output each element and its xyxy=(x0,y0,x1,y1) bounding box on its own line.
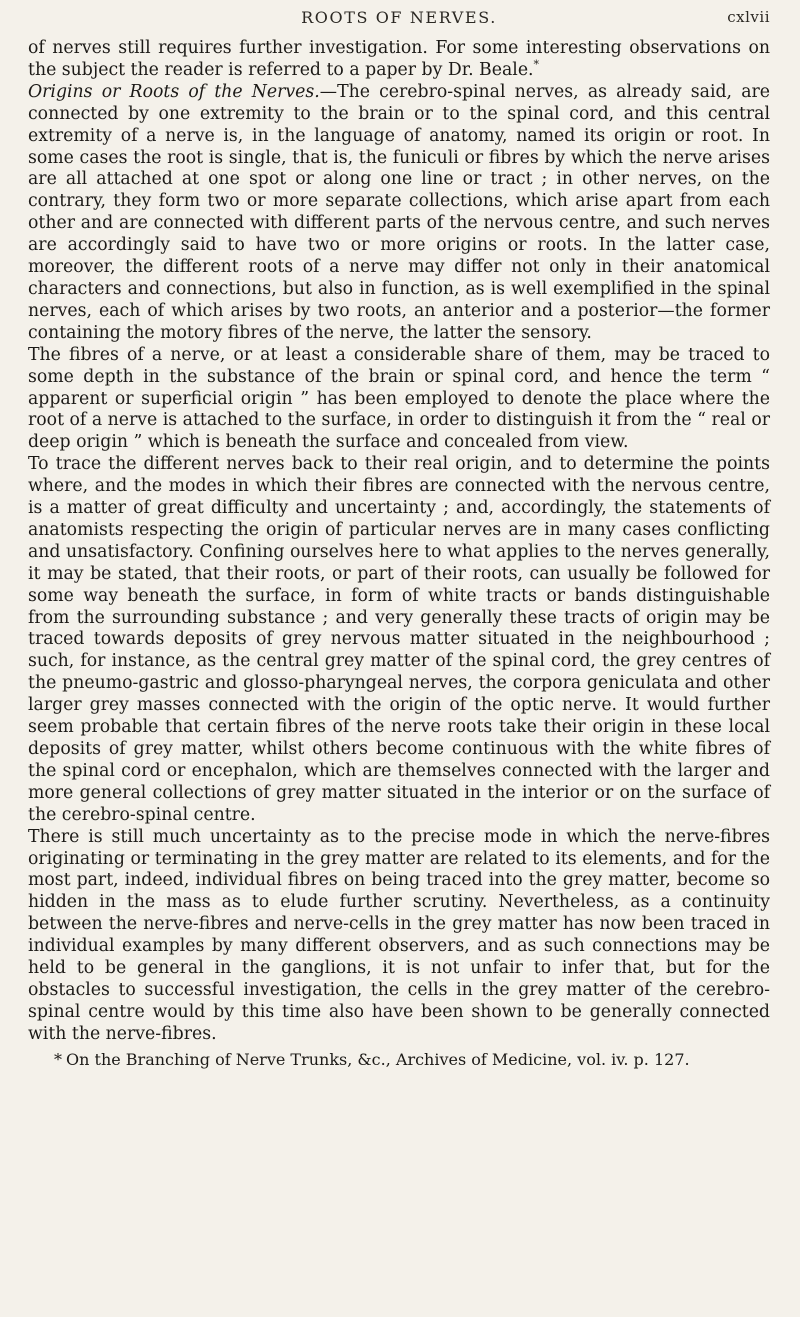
paragraph-grey-matter xyxy=(28,827,770,1046)
footnote-mark: * xyxy=(54,1049,62,1069)
paragraph-text: of nerves still requires further investigation. For some interesting observations on the subject the reader is referred to a paper by Dr. Beale. xyxy=(28,38,770,80)
paragraph-apparent-origin xyxy=(28,345,770,455)
paragraph-text: —The cerebro-spinal nerves, as already said, are connected by one extremity to the brain or to the spinal cord, and this central extremity of a nerve is, in the language of anatomy, named its origin or root. In some cases the root is single, that is, the funiculi or fibres by which the nerve arises are all attached at one spot or along one line or tract ; in other nerves, on the contrary, they form two or more separate collections, which arise apart from each other and are connected with different parts of the nervous centre, and such nerves are accordingly said to have two or more origins or roots. In the latter case, moreover, the different roots of a nerve may differ not only in their anatomical characters and connections, but also in function, as is well exemplified in the spinal nerves, each of which arises by two roots, an anterior and a posterior—the former containing the motory fibres of the nerve, the latter the sensory. xyxy=(28,81,770,343)
paragraph-text: The fibres of a nerve, or at least a considerable share of them, may be traced to some depth in the substance of the brain or spinal cord, and hence the term “ apparent or superficial origin ” has been employed to denote the place where the root of a nerve is attached to the surface, in order to distinguish it from the “ real or deep origin ” which is beneath the surface and concealed from view. xyxy=(28,344,770,453)
paragraph-text: There is still much uncertainty as to the precise mode in which the nerve-fibres originating or terminating in the grey matter are related to its elements, and for the most part, indeed, individual fibres on being traced into the grey matter, become so hidden in the mass as to elude further scrutiny. Nevertheless, as a continuity between the nerve-fibres and nerve-cells in the grey matter has now been traced in individual examples by many different observers, and as such connections may be held to be general in the ganglions, it is not unfair to infer that, but for the obstacles to successful investigation, the cells in the grey matter of the cerebro-spinal centre would by this time also have been shown to be generally connected with the nerve-fibres. xyxy=(28,826,770,1044)
footnote-text: On the Branching of Nerve Trunks, &c., Archives of Medicine, vol. iv. p. 127. xyxy=(66,1049,690,1069)
paragraph-real-origin xyxy=(28,454,770,826)
running-head xyxy=(28,8,770,38)
footnote xyxy=(28,1050,770,1070)
page-number: cxlvii xyxy=(727,8,770,26)
section-heading: Origins or Roots of the Nerves. xyxy=(28,81,320,102)
paragraph-text: To trace the different nerves back to their real origin, and to determine the points where, and the modes in which their fibres are connected with the nervous centre, is a matter of great difficulty and uncertainty ; and, accordingly, the statements of anatomists respecting the origin of particular nerves are in many cases conflicting and unsatisfactory. Confining ourselves here to what applies to the nerves generally, it may be stated, that their roots, or part of their roots, can usually be followed for some way beneath the surface, in form of white tracts or bands distinguishable from the surrounding substance ; and very generally these tracts of origin may be traced towards deposits of grey nervous matter situated in the neighbourhood ; such, for instance, as the central grey matter of the spinal cord, the grey centres of the pneumo-gastric and glosso-pharyngeal nerves, the corpora geniculata and other larger grey masses connected with the origin of the optic nerve. It would further seem probable that certain fibres of the nerve roots take their origin in these local deposits of grey matter, whilst others become continuous with the white fibres of the spinal cord or encephalon, which are themselves connected with the larger and more general collections of grey matter situated in the interior or on the surface of the cerebro-spinal centre. xyxy=(28,454,770,825)
footnote-reference: * xyxy=(533,58,540,72)
running-title: ROOTS OF NERVES. xyxy=(301,8,497,27)
body-text xyxy=(28,38,770,1046)
paragraph-origins xyxy=(28,82,770,345)
paragraph-continued xyxy=(28,38,770,82)
